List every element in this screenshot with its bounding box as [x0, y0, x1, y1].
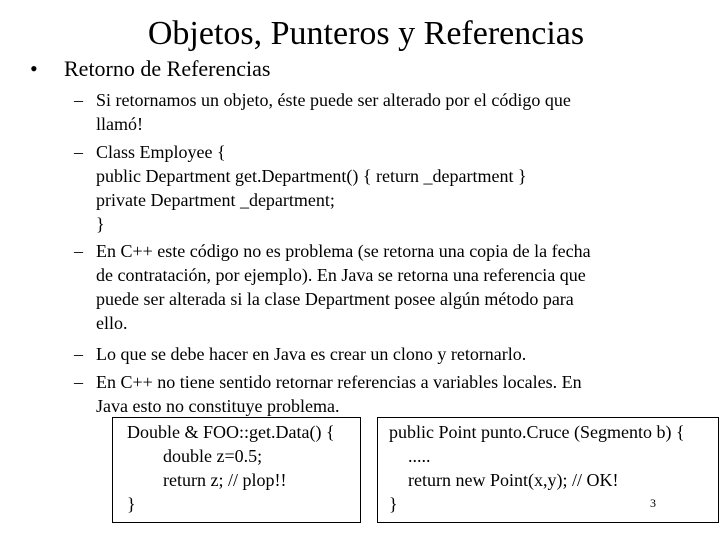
sub-bullet-line: }	[96, 214, 105, 234]
sub-bullet-line: En C++ no tiene sentido retornar referencias a variables locales. En	[96, 372, 582, 392]
dash-marker: –	[74, 241, 83, 261]
main-bullet-text: Retorno de Referencias	[64, 56, 271, 81]
dash-marker: –	[74, 90, 83, 110]
code-line: }	[127, 494, 136, 514]
sub-bullet-line: Class Employee {	[96, 142, 226, 162]
code-line: return new Point(x,y); // OK!	[408, 470, 619, 490]
code-line: Double & FOO::get.Data() {	[127, 422, 335, 442]
code-box-right	[377, 417, 719, 523]
sub-bullet-line: Lo que se debe hacer en Java es crear un clono y retornarlo.	[96, 344, 527, 364]
dash-marker: –	[74, 372, 83, 392]
sub-bullet-line: puede ser alterada si la clase Department posee algún método para	[96, 289, 574, 309]
code-line: return z; // plop!!	[163, 470, 287, 490]
main-bullet	[30, 55, 270, 83]
sub-bullet-line: Java esto no constituye problema.	[96, 396, 340, 416]
dash-marker: –	[74, 344, 83, 364]
bullet-symbol: •	[30, 56, 38, 81]
sub-bullet-line: de contratación, por ejemplo). En Java se retorna una referencia que	[96, 265, 586, 285]
code-line: public Point punto.Cruce (Segmento b) {	[389, 422, 685, 442]
code-line: }	[389, 494, 398, 514]
sub-bullet-line: ello.	[96, 313, 128, 333]
sub-bullet-line: En C++ este código no es problema (se retorna una copia de la fecha	[96, 241, 591, 261]
dash-marker: –	[74, 142, 83, 162]
code-line: .....	[408, 446, 431, 466]
sub-bullet-line: private Department _department;	[96, 190, 335, 210]
sub-bullet-line: Si retornamos un objeto, éste puede ser alterado por el código que	[96, 90, 571, 110]
slide-title: Objetos, Punteros y Referencias	[147, 15, 585, 52]
sub-bullet-line: public Department get.Department() { return _department }	[96, 166, 527, 186]
code-line: double z=0.5;	[163, 446, 263, 466]
page-number: 3	[650, 496, 656, 510]
sub-bullet-line: llamó!	[96, 114, 143, 134]
code-box-left	[112, 417, 361, 523]
